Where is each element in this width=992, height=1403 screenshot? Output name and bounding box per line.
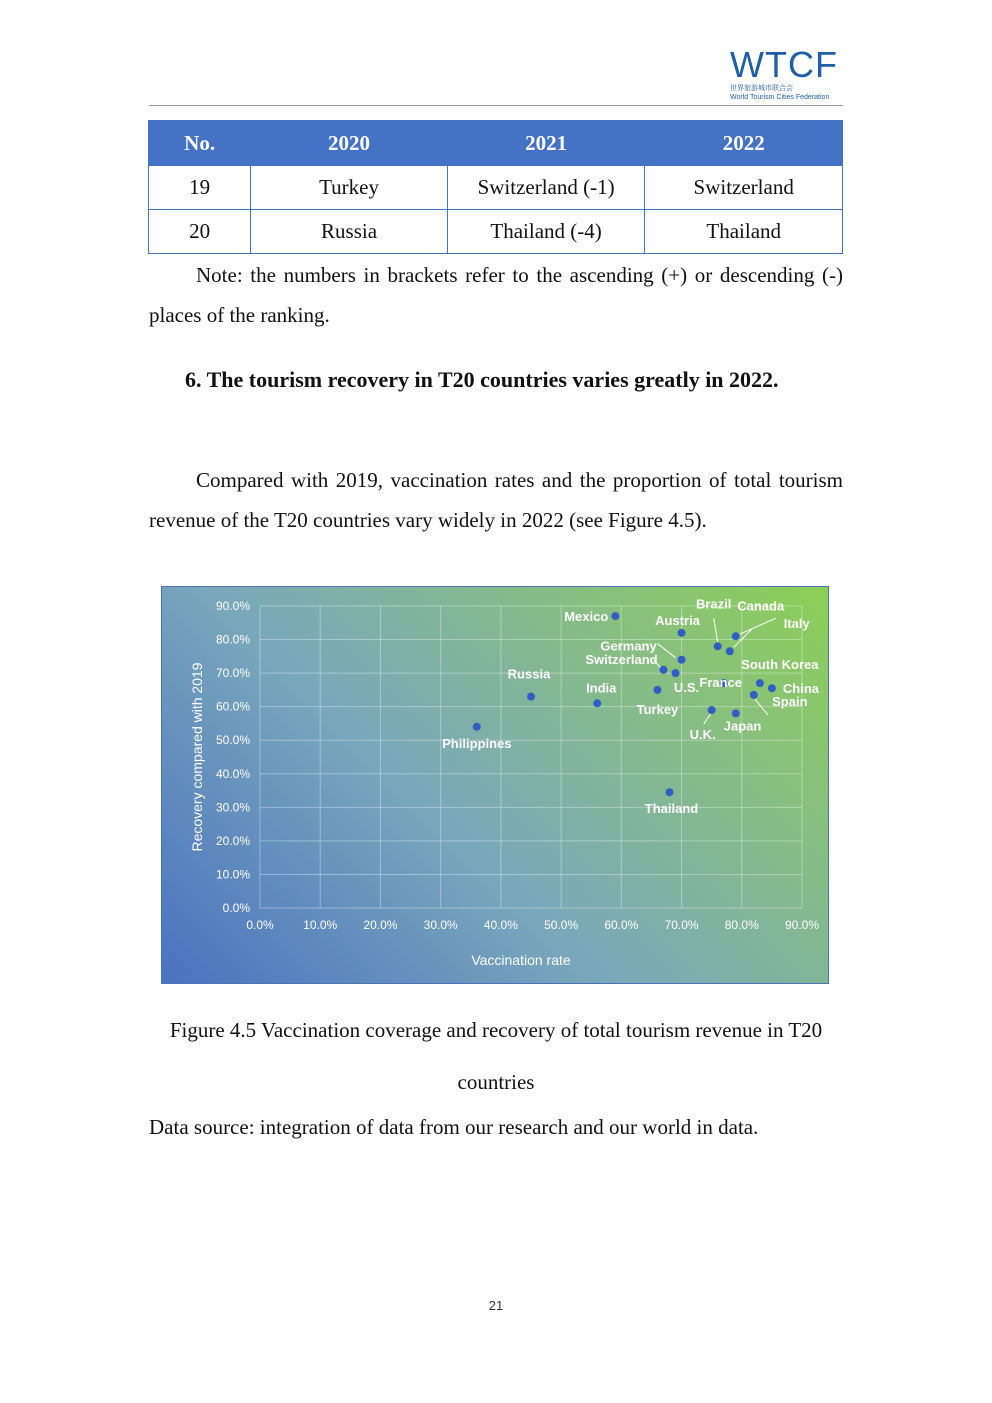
y-tick-label: 70.0% xyxy=(215,666,250,681)
label-leader-line xyxy=(658,644,676,658)
x-axis-title: Vaccination rate xyxy=(471,952,571,968)
data-point xyxy=(768,684,776,692)
data-point xyxy=(750,691,758,699)
data-point xyxy=(473,723,481,731)
header-cell: 2021 xyxy=(447,121,645,166)
data-point xyxy=(678,629,686,637)
logo-subtitle-en: World Tourism Cities Federation xyxy=(730,94,830,101)
data-point xyxy=(611,612,619,620)
data-label: Japan xyxy=(723,718,762,734)
section-title: The tourism recovery in T20 countries varies greatly in 2022. xyxy=(206,367,779,392)
table-cell: Russia xyxy=(251,210,448,254)
data-label: Italy xyxy=(783,616,810,632)
data-label: Russia xyxy=(507,666,551,682)
y-tick-label: 30.0% xyxy=(215,800,250,815)
data-label: Thailand xyxy=(644,801,699,817)
x-tick-label: 80.0% xyxy=(724,918,759,932)
x-tick-label: 50.0% xyxy=(544,918,579,932)
x-tick-label: 90.0% xyxy=(784,918,820,932)
chart-svg xyxy=(162,587,829,984)
data-label: Philippines xyxy=(442,735,512,751)
header-divider xyxy=(149,105,843,106)
table-cell: Turkey xyxy=(251,166,448,210)
label-leader-line xyxy=(740,618,776,634)
y-tick-label: 40.0% xyxy=(215,766,250,781)
y-tick-label: 10.0% xyxy=(215,867,250,882)
y-tick-label: 50.0% xyxy=(215,733,250,748)
data-point xyxy=(732,632,740,640)
data-label: Switzerland xyxy=(585,651,658,667)
data-label: U.K. xyxy=(689,727,716,743)
table-header-row xyxy=(149,121,843,166)
x-tick-label: 0.0% xyxy=(246,918,274,932)
table-cell: Switzerland (-1) xyxy=(447,166,645,210)
x-tick-label: 40.0% xyxy=(483,918,518,932)
ranking-table xyxy=(148,120,843,254)
x-tick-label: 60.0% xyxy=(604,918,639,932)
data-label: Turkey xyxy=(636,701,679,717)
data-point xyxy=(726,647,734,655)
y-axis-title: Recovery compared with 2019 xyxy=(189,662,205,852)
header-cell: 2022 xyxy=(645,121,843,166)
logo-text: WTCF xyxy=(730,44,838,85)
data-point xyxy=(672,669,680,677)
data-point xyxy=(756,679,764,687)
data-label: South Korea xyxy=(741,657,819,673)
table-cell: Thailand (-4) xyxy=(447,210,645,254)
data-label: Spain xyxy=(772,693,808,709)
table-cell: 19 xyxy=(149,166,251,210)
header-cell: No. xyxy=(149,121,251,166)
x-tick-label: 30.0% xyxy=(423,918,458,932)
header-cell: 2020 xyxy=(251,121,448,166)
data-label: Canada xyxy=(737,598,785,614)
body-paragraph: Compared with 2019, vaccination rates and the proportion of total tourism revenue of the T20 countries vary widely in 2022 (see Figure 4.5). xyxy=(149,468,843,532)
y-tick-label: 90.0% xyxy=(215,599,250,613)
label-leader-line xyxy=(704,714,711,724)
data-point xyxy=(653,686,661,694)
page-number: 21 xyxy=(488,1298,504,1313)
data-point xyxy=(527,693,535,701)
logo-subtitle-cn: 世界旅游城市联合会 xyxy=(730,85,793,92)
data-point xyxy=(708,706,716,714)
x-tick-label: 70.0% xyxy=(664,918,699,932)
data-point xyxy=(593,699,601,707)
y-tick-label: 60.0% xyxy=(215,699,250,714)
data-label: Austria xyxy=(655,612,700,628)
label-leader-line xyxy=(714,618,718,642)
data-point xyxy=(714,642,722,650)
data-label: U.S. xyxy=(673,680,700,696)
y-tick-label: 20.0% xyxy=(215,833,250,848)
x-tick-label: 20.0% xyxy=(363,918,398,932)
scatter-chart xyxy=(161,586,829,984)
data-label: Germany xyxy=(600,638,657,654)
data-source: Data source: integration of data from our research and our world in data. xyxy=(149,1115,759,1139)
table-cell: 20 xyxy=(149,210,251,254)
section-number: 6. xyxy=(185,367,202,392)
y-tick-label: 80.0% xyxy=(215,632,250,647)
data-label: France xyxy=(699,675,743,691)
table-row xyxy=(149,166,843,210)
figure-caption: Figure 4.5 Vaccination coverage and recovery of total tourism revenue in T20 countries xyxy=(169,1018,823,1094)
data-label: Brazil xyxy=(695,596,732,612)
data-point xyxy=(678,656,686,664)
data-point xyxy=(732,709,740,717)
x-tick-label: 10.0% xyxy=(303,918,338,932)
data-label: India xyxy=(586,680,617,696)
data-label: China xyxy=(782,681,820,697)
table-row xyxy=(149,210,843,254)
table-note: Note: the numbers in brackets refer to the ascending (+) or descending (-) places of the ranking. xyxy=(149,263,843,327)
section-heading xyxy=(152,354,843,405)
table-cell: Thailand xyxy=(645,210,843,254)
data-point xyxy=(659,666,667,674)
table-cell: Switzerland xyxy=(645,166,843,210)
data-label: Mexico xyxy=(564,609,609,625)
y-tick-label: 0.0% xyxy=(222,901,250,915)
data-point xyxy=(666,788,674,796)
wtcf-logo xyxy=(730,46,845,102)
